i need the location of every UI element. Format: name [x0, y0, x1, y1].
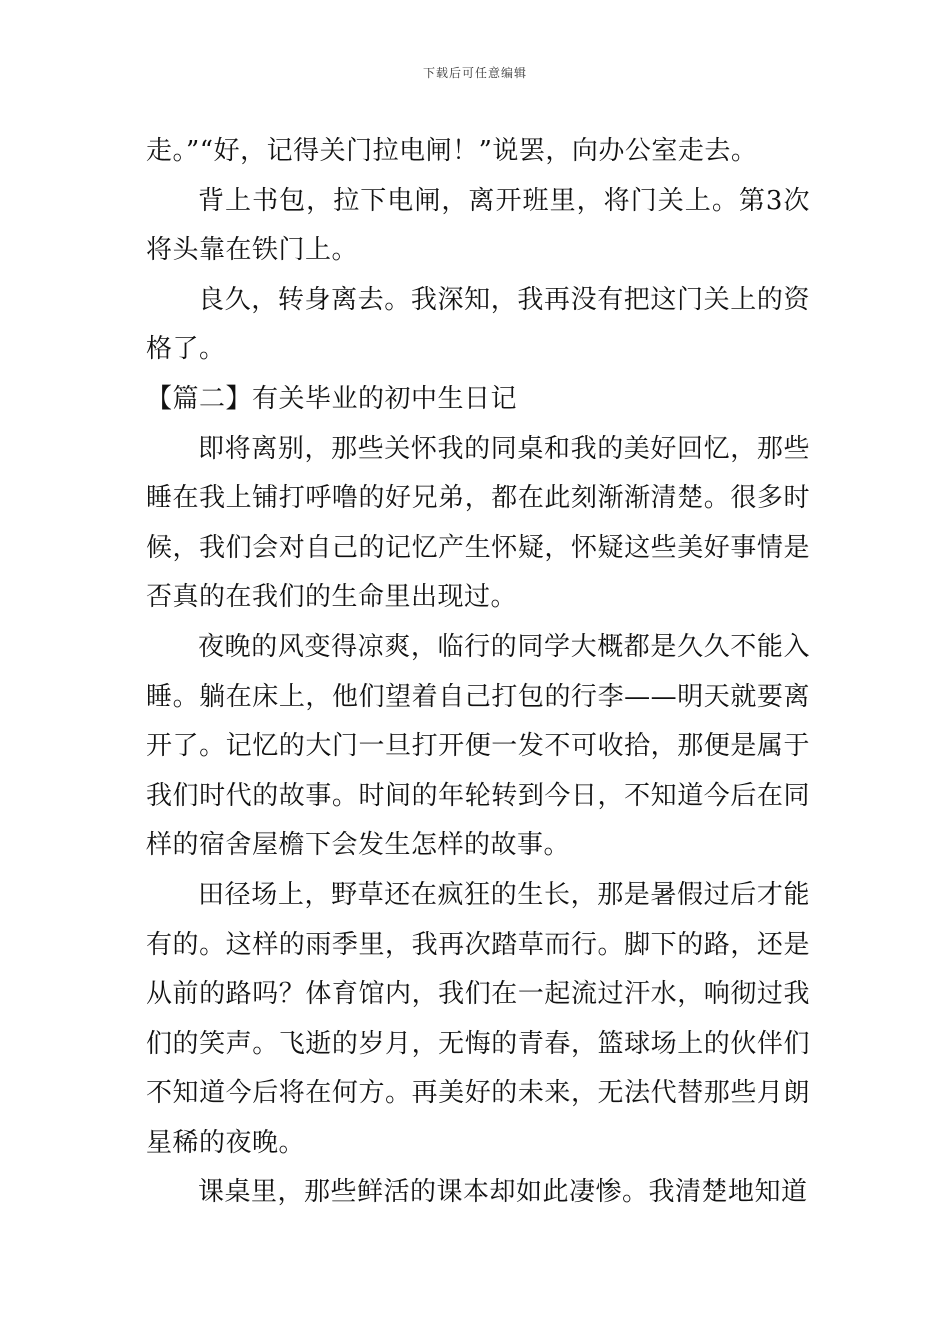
- paragraph-3: 良久，转身离去。我深知，我再没有把这门关上的资格了。: [146, 284, 810, 365]
- section-heading: 【篇二】有关毕业的初中生日记: [146, 383, 518, 414]
- paragraph-2: 背上书包，拉下电闸，离开班里，将门关上。第3次将头靠在铁门上。: [146, 185, 810, 266]
- paragraph-5: 即将离别，那些关怀我的同桌和我的美好回忆，那些睡在我上铺打呼噜的好兄弟，都在此刻渐渐清楚。很多时候，我们会对自己的记忆产生怀疑，怀疑这些美好事情是否真的在我们的生命里出现过。: [146, 433, 810, 613]
- document-body: [146, 127, 810, 1218]
- paragraph-6: 夜晚的风变得凉爽，临行的同学大概都是久久不能入睡。躺在床上，他们望着自己打包的行李——明天就要离开了。记忆的大门一旦打开便一发不可收拾，那便是属于我们时代的故事。时间的年轮转到今日，不知道今后在同样的宿舍屋檐下会发生怎样的故事。: [146, 631, 810, 861]
- page-header: 下载后可任意编辑: [422, 66, 527, 80]
- paragraph-7: 田径场上，野草还在疯狂的生长，那是暑假过后才能有的。这样的雨季里，我再次踏草而行。脚下的路，还是从前的路吗？体育馆内，我们在一起流过汗水，响彻过我们的笑声。飞逝的岁月，无悔的青春，篮球场上的伙伴们不知道今后将在何方。再美好的未来，无法代替那些月朗星稀的夜晚。: [146, 879, 810, 1158]
- paragraph-8: 课桌里，那些鲜活的课本却如此凄惨。我清楚地知道: [198, 1177, 808, 1208]
- paragraph-1: 走。”“好，记得关门拉电闸！”说罢，向办公室走去。: [146, 136, 758, 166]
